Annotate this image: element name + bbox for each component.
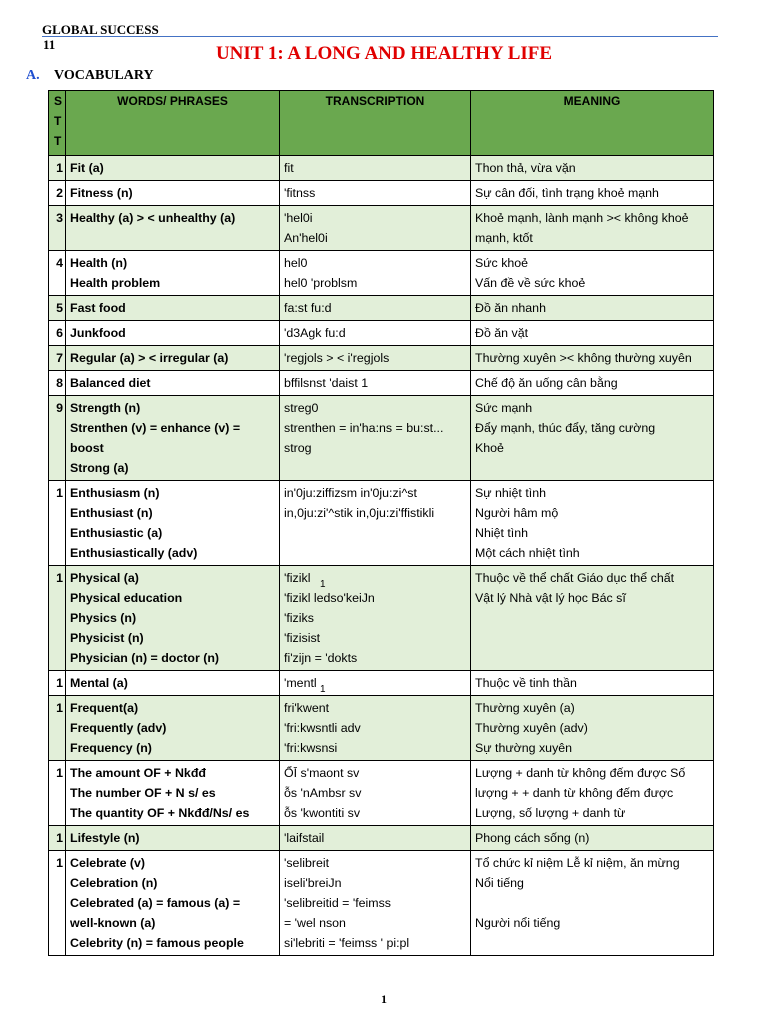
row-words-line: Strong (a) [70,461,129,475]
row-number: 1 [49,761,66,826]
row-number: 8 [49,371,66,396]
row-number: 1 [49,851,66,956]
table-row [49,696,714,761]
row-meaning [471,826,714,851]
row-meaning-line: Sự cân đối, tình trạng khoẻ mạnh [475,186,659,200]
row-transcription-line: 'fizikl [284,571,311,585]
row-words-line: The number OF + N s/ es [70,786,216,800]
row-words-line: Balanced diet [70,376,151,390]
table-row [49,371,714,396]
table-row [49,851,714,956]
row-words [66,156,280,181]
row-words-line: Fast food [70,301,126,315]
row-transcription [280,761,471,826]
row-words-line: Physician (n) = doctor (n) [70,651,220,665]
row-transcription-line: 'selibreit [284,856,330,870]
row-transcription-line: si'lebriti = 'feimss ' pi:pl [284,936,410,950]
row-number: 3 [49,206,66,251]
row-words [66,851,280,956]
row-number: 1 [49,481,66,566]
row-meaning-line: lượng + + danh từ không đếm được [475,786,674,800]
row-transcription [280,826,471,851]
vocabulary-table [48,90,714,956]
row-words [66,696,280,761]
row-transcription [280,296,471,321]
row-transcription-line: = 'wel nson [284,916,346,930]
row-meaning-line: Thường xuyên (a) [475,701,575,715]
table-row [49,566,714,671]
row-words-line: Physical (a) [70,571,139,585]
row-meaning-line [475,893,709,913]
row-number: 1 [49,566,66,671]
row-meaning [471,481,714,566]
header-brand-line2: 11 [43,37,56,52]
row-words-line: Health problem [70,276,161,290]
row-transcription-line: fit [284,161,294,175]
row-transcription-line: 'hel0i [284,211,313,225]
row-words-line: boost [70,441,104,455]
row-transcription-line: fi'zijn = 'dokts [284,651,358,665]
row-words-line: The amount OF + Nkđđ [70,766,206,780]
row-words-line: Regular (a) > < irregular (a) [70,351,229,365]
row-words-line: Frequency (n) [70,741,152,755]
row-meaning-line: Nổi tiếng [475,876,524,890]
row-transcription-line: 'fizisist [284,631,321,645]
row-words-line: Frequently (adv) [70,721,167,735]
row-number: 1 [49,696,66,761]
row-words-line: Mental (a) [70,676,128,690]
header-stt: S T T [49,91,66,156]
row-meaning [471,671,714,696]
row-meaning-line: Lượng + danh từ không đếm được Số [475,766,686,780]
row-transcription [280,396,471,481]
row-transcription-line: iseli'breiJn [284,876,342,890]
header-rule [42,36,718,37]
row-transcription-line: ỗs 'kwontiti sv [284,806,361,820]
row-meaning-line: Sức khoẻ [475,256,529,270]
row-transcription-line: in'0ju:ziffizsm in'0ju:zi^st [284,486,417,500]
row-meaning [471,206,714,251]
row-meaning-line: Người hâm mộ [475,506,559,520]
row-meaning-line: Vấn đề về sức khoẻ [475,276,586,290]
row-meaning-line: Thon thả, vừa vặn [475,161,576,175]
header-transcription: TRANSCRIPTION [280,91,471,156]
row-meaning-line: Chế độ ăn uống cân bằng [475,376,618,390]
row-transcription [280,321,471,346]
row-meaning [471,346,714,371]
row-number: 7 [49,346,66,371]
row-words [66,826,280,851]
row-words [66,206,280,251]
row-words [66,371,280,396]
table-row [49,321,714,346]
row-meaning-line: Đồ ăn nhanh [475,301,546,315]
row-transcription-line: hel0 [284,256,308,270]
row-transcription-line: ỗs 'nAmbsr sv [284,786,362,800]
row-transcription [280,206,471,251]
row-words-line: Health (n) [70,256,128,270]
row-words-line: Lifestyle (n) [70,831,140,845]
row-words-line: Physical education [70,591,183,605]
row-meaning-line: Tổ chức kỉ niệm Lễ kỉ niệm, ăn mừng [475,856,680,870]
table-row [49,671,714,696]
section-label: VOCABULARY [54,68,154,83]
transcription-mark: 1 [320,684,326,695]
row-words [66,346,280,371]
row-words-line: Celebration (n) [70,876,158,890]
table-row [49,761,714,826]
row-transcription-line: 'fri:kwsntli adv [284,721,361,735]
row-transcription-line: An'hel0i [284,231,328,245]
section-heading [26,68,154,84]
row-meaning-line: Đẩy mạnh, thúc đẩy, tăng cường [475,421,656,435]
row-transcription [280,851,471,956]
row-meaning [471,371,714,396]
row-words [66,321,280,346]
page-title: UNIT 1: A LONG AND HEALTHY LIFE [215,43,553,64]
row-words-line: Enthusiast (n) [70,506,153,520]
row-transcription-line: in,0ju:zi'^stik in,0ju:zi'ffistikli [284,506,435,520]
row-transcription [280,671,471,696]
row-transcription [280,346,471,371]
row-meaning-line: Sức mạnh [475,401,533,415]
row-transcription-line: bffilsnst 'daist 1 [284,376,369,390]
row-words [66,671,280,696]
row-meaning-line: Thuộc về thể chất Giáo dục thể chất [475,571,675,585]
row-meaning-line: Phong cách sống (n) [475,831,590,845]
row-words-line: Physics (n) [70,611,137,625]
row-words-line: Celebrated (a) = famous (a) = [70,896,241,910]
header-brand-line1: GLOBAL SUCCESS [42,22,159,37]
row-transcription-line: 'fiziks [284,611,314,625]
row-meaning [471,251,714,296]
row-words-line: Strength (n) [70,401,141,415]
row-meaning [471,396,714,481]
row-transcription-line: 'mentl [284,676,317,690]
row-transcription [280,156,471,181]
row-words-line: Enthusiastic (a) [70,526,163,540]
table-row [49,296,714,321]
row-meaning [471,696,714,761]
row-words-line: Strenthen (v) = enhance (v) = [70,421,241,435]
row-transcription-line: fri'kwent [284,701,330,715]
row-transcription-line: 'fizikl ledso'keiJn [284,591,375,605]
table-row [49,346,714,371]
row-transcription-line: 'fri:kwsnsi [284,741,338,755]
row-meaning-line: Thường xuyên (adv) [475,721,588,735]
transcription-mark: 1 [320,579,326,590]
row-meaning-line: Thường xuyên >< không thường xuyên [475,351,692,365]
row-number: 9 [49,396,66,481]
row-transcription-line: 'regjols > < i'regjols [284,351,390,365]
row-words-line: Enthusiasm (n) [70,486,160,500]
row-transcription [280,251,471,296]
row-meaning-line: Thuộc về tinh thần [475,676,577,690]
row-meaning-line: Sự nhiệt tình [475,486,546,500]
row-words [66,296,280,321]
row-number: 6 [49,321,66,346]
row-transcription-line: 'laifstail [284,831,325,845]
table-row [49,826,714,851]
header-words: WORDS/ PHRASES [66,91,280,156]
table-row [49,396,714,481]
row-words [66,481,280,566]
row-number: 4 [49,251,66,296]
header-meaning: MEANING [471,91,714,156]
row-words [66,396,280,481]
row-words-line: Celebrate (v) [70,856,146,870]
row-transcription-line: hel0 'problsm [284,276,358,290]
row-transcription-line: 'd3Agk fu:d [284,326,346,340]
row-number: 1 [49,826,66,851]
row-number: 1 [49,671,66,696]
row-words-line: Frequent(a) [70,701,139,715]
row-transcription-line: strog [284,441,312,455]
row-words [66,566,280,671]
row-transcription [280,696,471,761]
row-meaning-line: Lượng, số lượng + danh từ [475,806,626,820]
row-words-line: Fit (a) [70,161,104,175]
row-transcription [280,181,471,206]
row-meaning-line: Vật lý Nhà vật lý học Bác sĩ [475,591,626,605]
row-transcription [280,371,471,396]
row-words-line: Physicist (n) [70,631,144,645]
row-meaning [471,761,714,826]
table-row [49,181,714,206]
row-meaning [471,321,714,346]
row-meaning-line: Người nổi tiếng [475,916,561,930]
row-words-line: Junkfood [70,326,126,340]
row-meaning [471,851,714,956]
row-transcription-line: strenthen = in'ha:ns = bu:st... [284,421,444,435]
row-number: 1 [49,156,66,181]
table-row [49,156,714,181]
row-number: 5 [49,296,66,321]
row-meaning-line: mạnh, ktốt [475,231,533,245]
row-meaning [471,296,714,321]
row-words [66,761,280,826]
page-number: 1 [381,992,387,1006]
row-transcription [280,566,471,671]
row-words-line: Fitness (n) [70,186,133,200]
row-words-line: well-known (a) [70,916,156,930]
row-transcription-line: 'selibreitid = 'feimss [284,896,391,910]
row-words-line: Celebrity (n) = famous people [70,936,244,950]
table-header-row [49,91,714,156]
row-meaning-line: Sự thường xuyên [475,741,573,755]
row-transcription [280,481,471,566]
row-words [66,251,280,296]
row-meaning-line: Khoẻ mạnh, lành mạnh >< không khoẻ [475,211,689,225]
row-meaning [471,566,714,671]
row-transcription-line: 'fitnss [284,186,316,200]
table-body [49,156,714,956]
row-meaning [471,156,714,181]
row-transcription-line: ỔĪ s'maont sv [284,766,360,780]
table-row [49,206,714,251]
row-meaning-line: Đồ ăn vặt [475,326,529,340]
row-transcription-line: streg0 [284,401,319,415]
row-words-line: Healthy (a) > < unhealthy (a) [70,211,236,225]
row-transcription-line: fa:st fu:d [284,301,332,315]
row-number: 2 [49,181,66,206]
row-words-line: Enthusiastically (adv) [70,546,198,560]
table-row [49,251,714,296]
table-row [49,481,714,566]
row-words [66,181,280,206]
row-meaning [471,181,714,206]
row-words-line: The quantity OF + Nkđđ/Ns/ es [70,806,250,820]
row-meaning-line: Một cách nhiệt tình [475,546,580,560]
row-meaning-line: Nhiệt tình [475,526,529,540]
row-meaning-line: Khoẻ [475,441,504,455]
section-number: A. [26,68,40,83]
